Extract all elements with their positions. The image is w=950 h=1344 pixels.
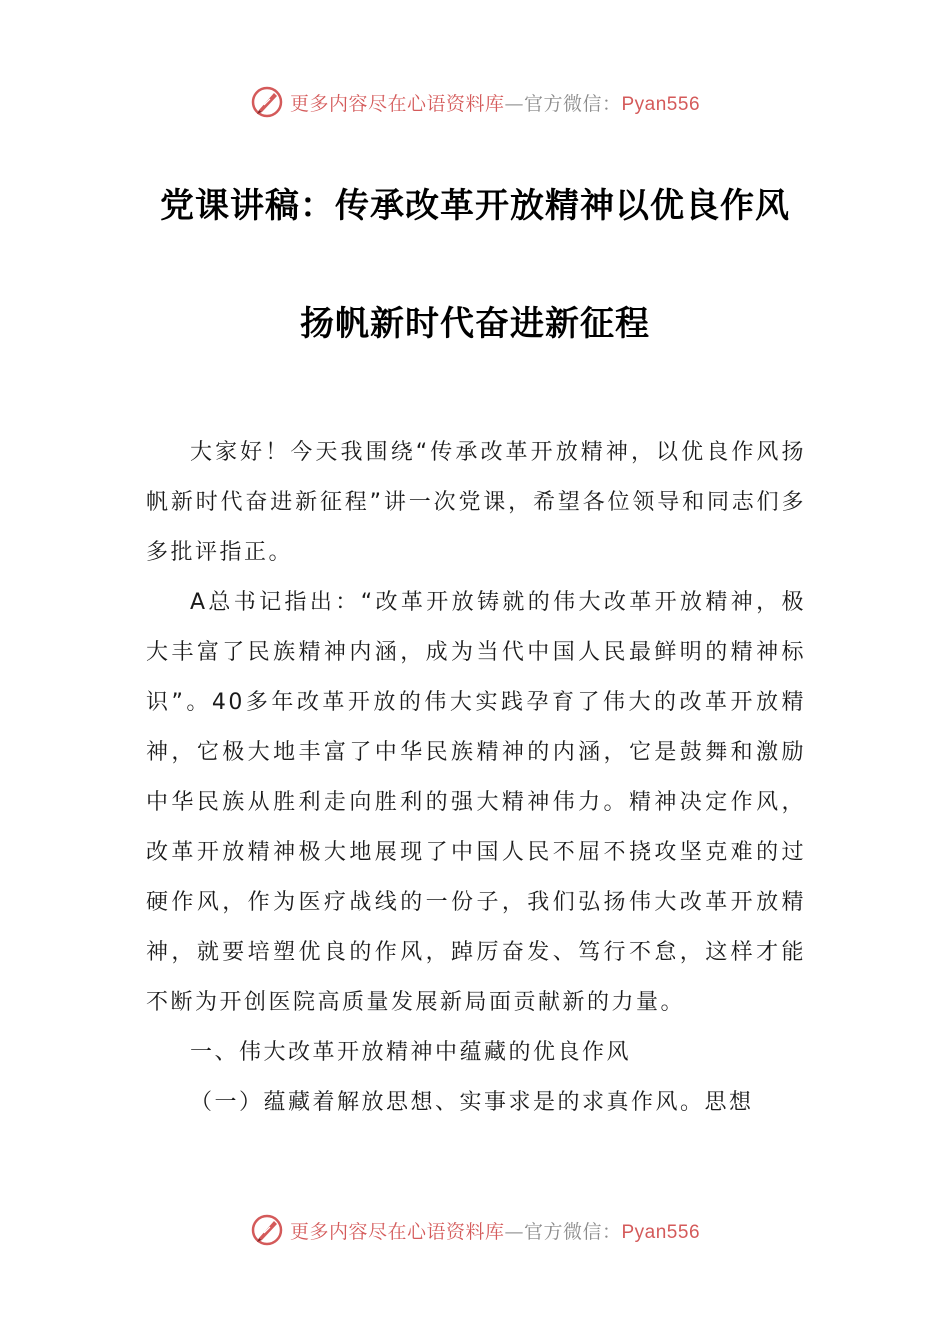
watermark-text	[290, 89, 700, 116]
document-title-line-2: 扬帆新时代奋进新征程	[300, 304, 650, 344]
paragraph-greeting: 大家好！今天我围绕“传承改革开放精神，以优良作风扬帆新时代奋进新征程”讲一次党课，希望各位领导和同志们多多批评指正。	[146, 440, 806, 565]
quill-logo-icon	[250, 85, 284, 119]
watermark-dash: —	[504, 92, 524, 115]
watermark-brand: 更多内容尽在心语资料库	[289, 92, 505, 115]
header-watermark-banner	[0, 82, 950, 122]
section-heading-1: 一、伟大改革开放精神中蕴藏的优良作风	[190, 1040, 632, 1065]
watermark-label: 官方微信：	[523, 1220, 622, 1243]
document-title-line-1: 党课讲稿：传承改革开放精神以优良作风	[160, 186, 790, 226]
document-body	[146, 428, 806, 1128]
paragraph-quote: A总书记指出：“改革开放铸就的伟大改革开放精神，极大丰富了民族精神内涵，成为当代中国人民最鲜明的精神标识”。40多年改革开放的伟大实践孕育了伟大的改革开放精神，它极大地丰富了中华民族精神的内涵，它是鼓舞和激励中华民族从胜利走向胜利的强大精神伟力。精神决定作风，改革开放精神极大地展现了中国人民不屈不挠攻坚克难的过硬作风，作为医疗战线的一份子，我们弘扬伟大改革开放精神，就要培塑优良的作风，踔厉奋发、笃行不怠，这样才能不断为开创医院高质量发展新局面贡献新的力量。	[146, 590, 806, 1015]
watermark-text	[290, 1217, 700, 1244]
watermark-label: 官方微信：	[523, 92, 622, 115]
watermark-handle: Pyan556	[621, 93, 701, 115]
watermark-dash: —	[504, 1220, 524, 1243]
quill-logo-icon	[250, 1213, 284, 1247]
watermark-handle: Pyan556	[621, 1221, 701, 1243]
subsection-heading-1: （一）蕴藏着解放思想、实事求是的求真作风。思想	[190, 1090, 754, 1115]
watermark-brand: 更多内容尽在心语资料库	[289, 1220, 505, 1243]
footer-watermark-banner	[0, 1210, 950, 1250]
